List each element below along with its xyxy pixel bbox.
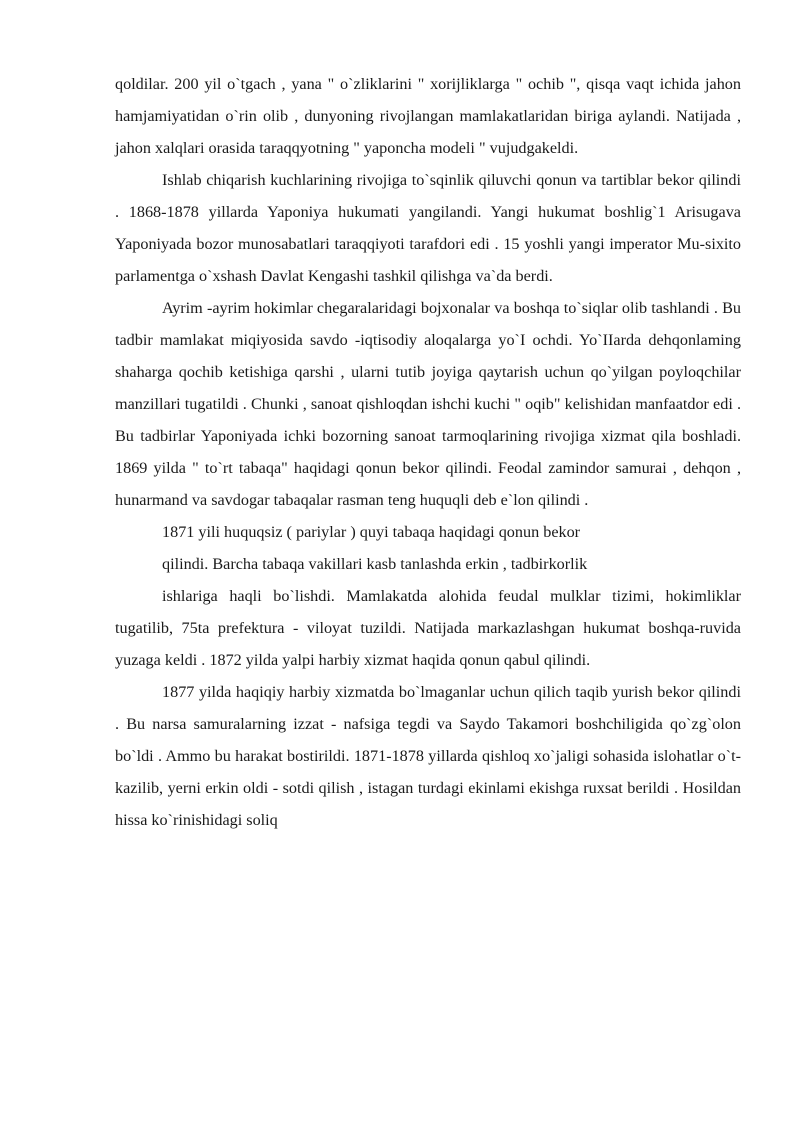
paragraph-1877: 1877 yilda haqiqiy harbiy xizmatda bo`lmaganlar uchun qilich taqib yurish bekor qilindi . Bu narsa samuralarning izzat - nafsiga tegdi va Saydo Takamori boshchiligida qo`zg`olon bo`ldi . Ammo bu harakat bostirildi. 1871-1878 yillarda qishloq xo`jaligi sohasida islohatlar o`t-kazilib, yerni erkin oldi - sotdi qilish , istagan turdagi ekinlami ekishga ruxsat berildi . Hosildan hissa ko`rinishidagi soliq <box>115 683 741 829</box>
paragraph-1871-line2: qilindi. Barcha tabaqa vakillari kasb tanlashda erkin , tadbirkorlik <box>162 555 588 573</box>
paragraph-1871-rest: ishlariga haqli bo`lishdi. Mamlakatda alohida feudal mulklar tizimi, hokimliklar tugatilib, 75ta prefektura - viloyat tuzildi. Natijada markazlashgan hukumat boshqa-ruvida yuzaga keldi . 1872 yilda yalpi harbiy xizmat haqida qonun qabul qilindi. <box>115 587 741 669</box>
paragraph-continuation: qoldilar. 200 yil o`tgach , yana " o`zliklarini " xorijliklarga " ochib ", qisqa vaqt ichida jahon hamjamiyatidan o`rin olib , dunyoning rivojlangan mamlakatlaridan biriga aylandi. Natijada , jahon xalqlari orasida taraqqyotning " yaponcha modeli " vujudgakeldi. <box>115 75 741 157</box>
paragraph-customs-removed: Ayrim -ayrim hokimlar chegaralaridagi bojxonalar va boshqa to`siqlar olib tashlandi . Bu tadbir mamlakat miqiyosida savdo -iqtisodiy aloqalarga yo`I ochdi. Yo`IIarda dehqonlaming shaharga qochib ketishiga qarshi , ularni tutib joyiga qaytarish uchun qo`yilgan poyloqchilar manzillari tugatildi . Chunki , sanoat qishloqdan ishchi kuchi " oqib" kelishidan manfaatdor edi . Bu tadbirlar Yaponiyada ichki bozorning sanoat tarmoqlarining rivojiga xizmat qila boshladi. 1869 yilda " to`rt tabaqa" haqidagi qonun bekor qilindi. Feodal zamindor samurai , dehqon , hunarmand va savdogar tabaqalar rasman teng huquqli deb e`lon qilindi . <box>115 299 741 509</box>
paragraph-production-forces: Ishlab chiqarish kuchlarining rivojiga to`sqinlik qiluvchi qonun va tartiblar bekor qilindi . 1868-1878 yillarda Yaponiya hukumati yangilandi. Yangi hukumat boshlig`1 Arisugava Yaponiyada bozor munosabatlari taraqqiyoti tarafdori edi . 15 yoshli yangi imperator Mu-sixito parlamentga o`xshash Davlat Kengashi tashkil qilishga va`da berdi. <box>115 171 741 285</box>
paragraph-1871-line1: 1871 yili huquqsiz ( pariylar ) quyi tabaqa haqidagi qonun bekor <box>162 523 581 541</box>
document-page <box>115 68 741 836</box>
